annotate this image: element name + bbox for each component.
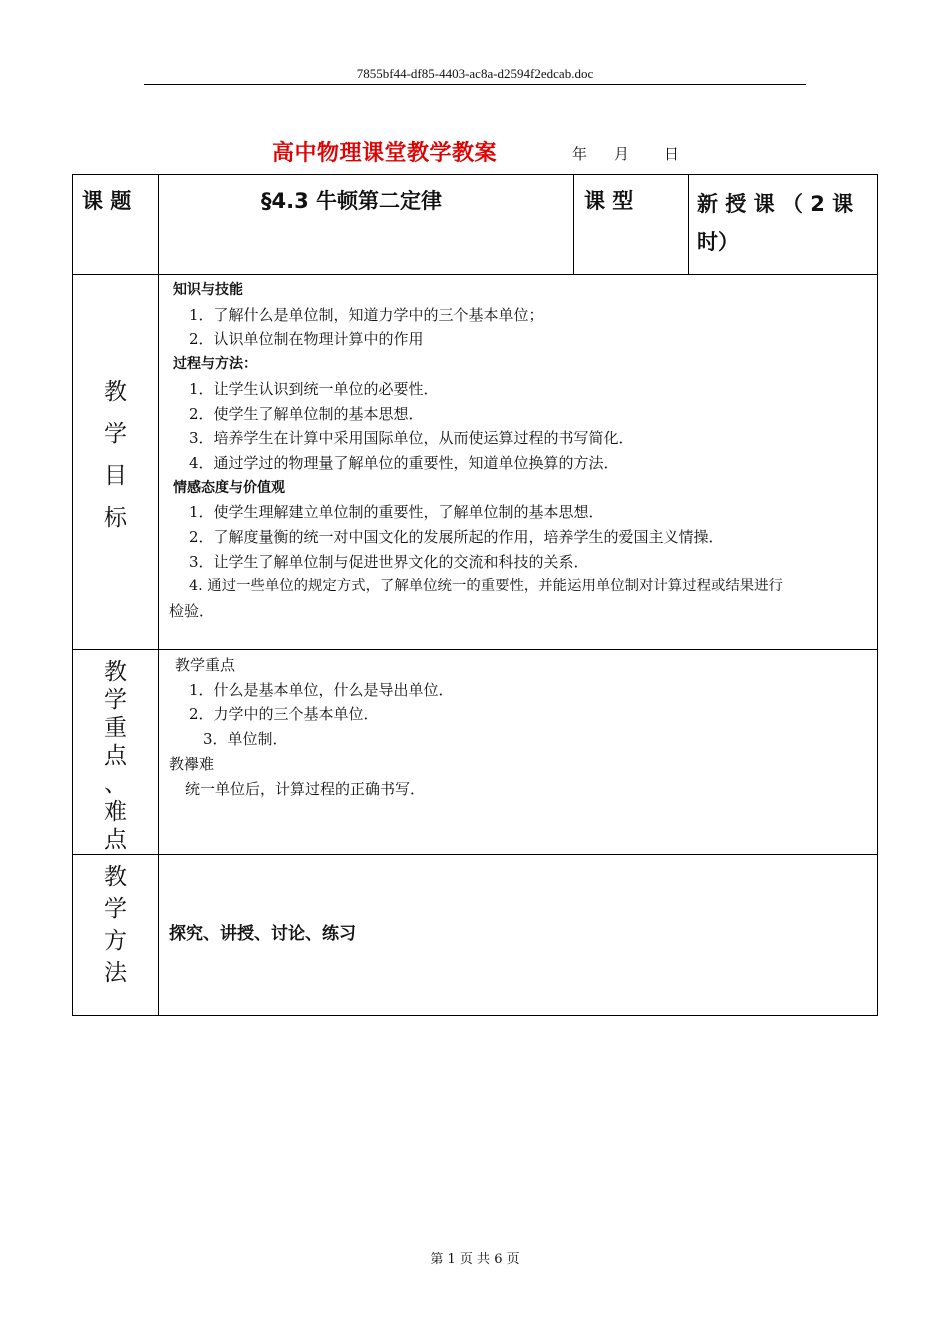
- objectives-label-cell: [73, 275, 159, 650]
- keypoints-label: [73, 650, 158, 854]
- topic-label-cell: [73, 175, 159, 275]
- objectives-label-char: 学: [104, 421, 127, 447]
- type-value-line2: 时）: [697, 230, 739, 254]
- knowledge-item: 1．了解什么是单位制，知道力学中的三个基本单位；: [189, 305, 544, 324]
- keypoints-content: [159, 650, 877, 801]
- type-value-cell: [689, 175, 878, 275]
- methods-text: 探究、讲授、讨论、练习: [169, 923, 356, 944]
- methods-label-char: 教: [104, 864, 127, 890]
- methods-label-char: 法: [104, 960, 127, 986]
- emotion-item: 1．使学生理解建立单位制的重要性，了解单位制的基本思想．: [189, 503, 604, 522]
- topic-value-cell: [159, 175, 574, 275]
- type-label: 课 型: [584, 189, 634, 213]
- methods-label-char: 学: [104, 896, 127, 922]
- document-title: 高中物理课堂教学教案: [272, 141, 498, 166]
- row-objectives: [73, 275, 878, 650]
- process-item: 2．使学生了解单位制的基本思想．: [189, 404, 424, 423]
- key-item: 2．力学中的三个基本单位．: [189, 705, 379, 724]
- keypoints-label-char: 重: [104, 715, 127, 741]
- lesson-plan-table: [72, 174, 878, 1016]
- topic-label: 课 题: [82, 189, 132, 213]
- date-month: 月: [614, 145, 630, 163]
- objectives-label-char: 目: [104, 463, 127, 489]
- keypoints-content-cell: [159, 650, 878, 855]
- objectives-label: [73, 371, 158, 539]
- page-footer: 第 1 页 共 6 页: [430, 1252, 520, 1267]
- keypoints-label-char: 难: [104, 799, 127, 825]
- objectives-content: [159, 275, 877, 624]
- knowledge-item: 2．认识单位制在物理计算中的作用: [189, 330, 424, 349]
- type-value: [689, 175, 877, 261]
- row-topic: [73, 175, 878, 275]
- process-item: 4．通过学过的物理量了解单位的重要性，知道单位换算的方法．: [189, 453, 619, 472]
- objectives-label-char: 教: [104, 379, 127, 405]
- keypoints-label-char: 学: [104, 687, 127, 713]
- title-row: [0, 136, 950, 166]
- difficulty-title: 教襷难: [169, 754, 215, 773]
- methods-content-cell: [159, 855, 878, 1016]
- emotion-item-last-cont: 检验．: [169, 602, 215, 621]
- knowledge-title: 知识与技能: [173, 282, 243, 298]
- row-methods: [73, 855, 878, 1016]
- methods-label-char: 方: [104, 928, 127, 954]
- keypoints-label-char: 点: [104, 743, 127, 769]
- keypoints-label-cell: [73, 650, 159, 855]
- type-label-cell: [574, 175, 689, 275]
- key-item: 3．单位制．: [203, 730, 288, 749]
- process-item: 3．培养学生在计算中采用国际单位，从而使运算过程的书写简化．: [189, 429, 634, 448]
- methods-label-cell: [73, 855, 159, 1016]
- objectives-content-cell: [159, 275, 878, 650]
- row-keypoints: [73, 650, 878, 855]
- emotion-item: 3．让学生了解单位制与促进世界文化的交流和科技的关系．: [189, 552, 589, 571]
- date-day: 日: [664, 145, 680, 163]
- emotion-item: 2．了解度量衡的统一对中国文化的发展所起的作用，培养学生的爱国主义情操．: [189, 528, 724, 547]
- date-year: 年: [572, 145, 588, 163]
- emotion-item-last: 4. 通过一些单位的规定方式，了解单位统一的重要性，并能运用单位制对计算过程或结果进行: [189, 578, 783, 595]
- process-title: 过程与方法：: [173, 356, 257, 373]
- topic-value: §4.3 牛顿第二定律: [261, 189, 443, 213]
- emotion-title: 情感态度与价值观: [173, 479, 285, 496]
- methods-label: [73, 855, 158, 989]
- keypoints-label-char: 点: [104, 827, 127, 853]
- type-value-line1: 新 授 课 （ 2 课: [697, 192, 854, 216]
- keypoints-label-char: 、: [104, 771, 127, 797]
- objectives-label-char: 标: [104, 505, 127, 531]
- key-title: 教学重点: [175, 656, 236, 674]
- key-item: 1．什么是基本单位，什么是导出单位．: [189, 680, 454, 699]
- difficulty-item: 统一单位后，计算过程的正确书写．: [185, 779, 426, 798]
- header-divider: [144, 84, 806, 85]
- header-filename: 7855bf44-df85-4403-ac8a-d2594f2edcab.doc: [356, 66, 594, 81]
- keypoints-label-char: 教: [104, 659, 127, 685]
- process-item: 1．让学生认识到统一单位的必要性．: [189, 379, 439, 398]
